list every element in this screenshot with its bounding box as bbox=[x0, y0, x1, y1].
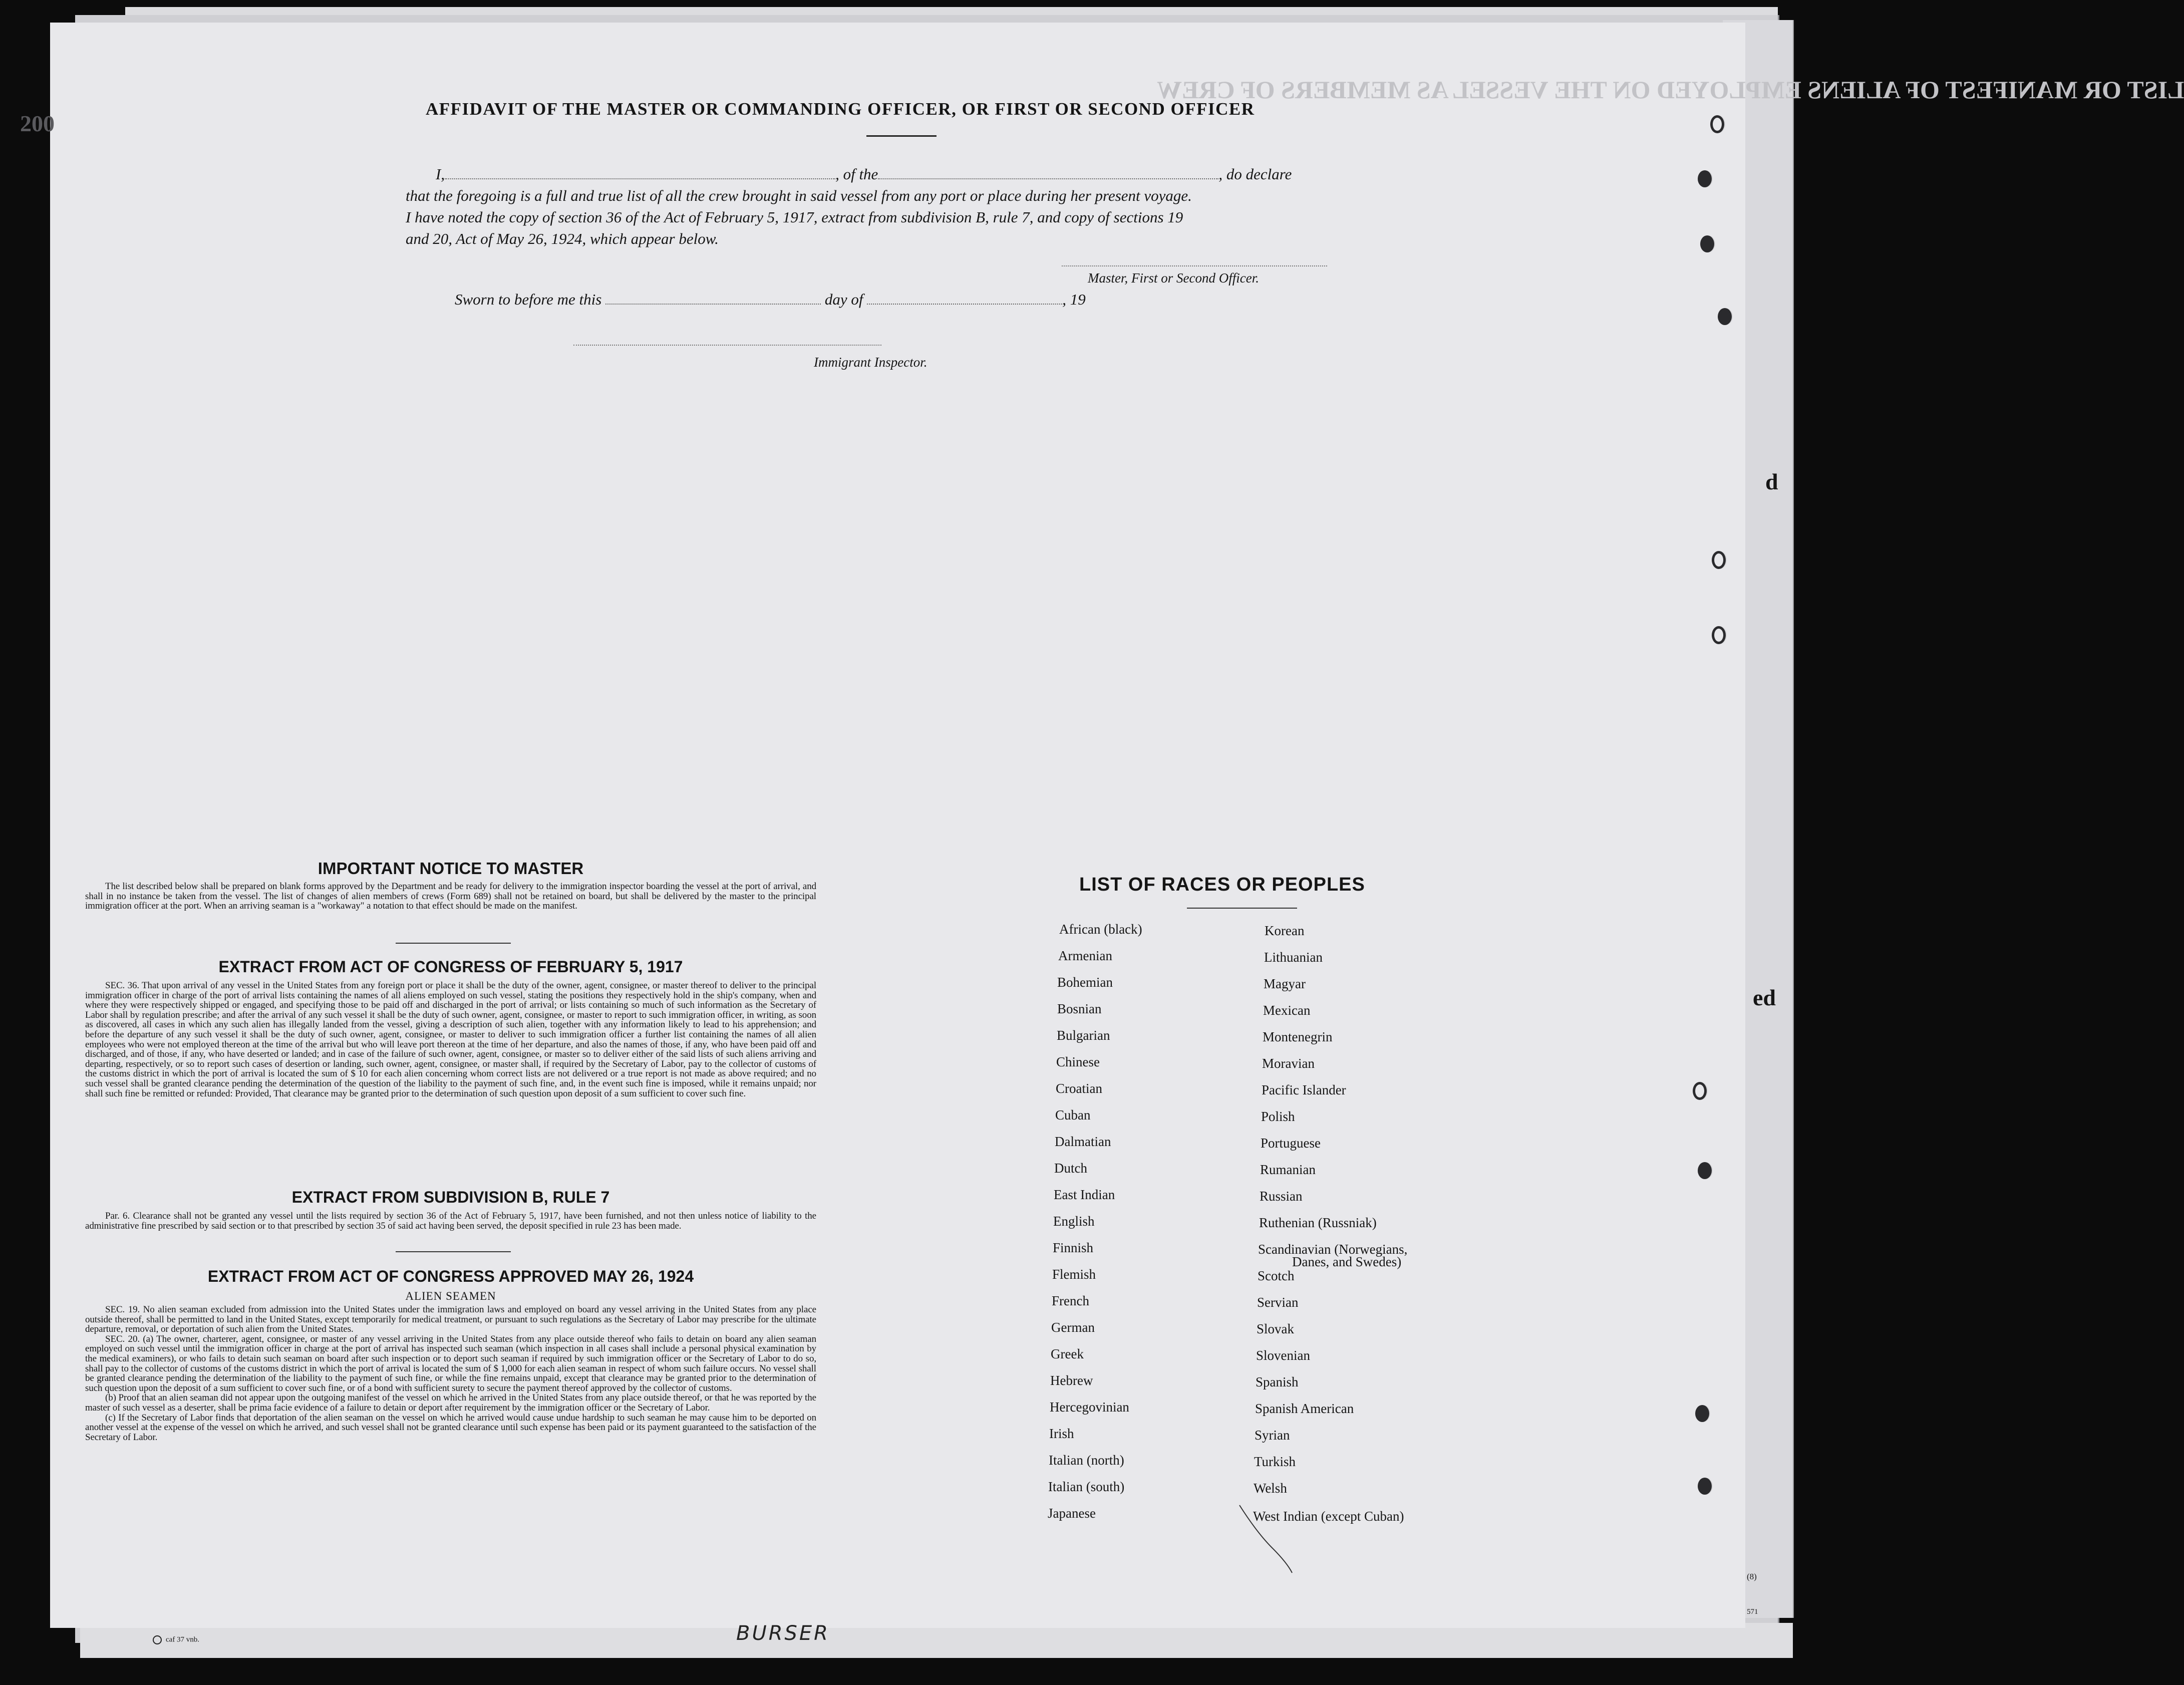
race-item: Bulgarian bbox=[1057, 1028, 1110, 1043]
day-of-label: day of bbox=[824, 291, 863, 308]
alien-seamen-subtitle: ALIEN SEAMEN bbox=[405, 1290, 496, 1302]
race-item: Croatian bbox=[1056, 1081, 1102, 1096]
binder-hole bbox=[1718, 308, 1732, 325]
sworn-month-blank[interactable] bbox=[867, 304, 1062, 305]
affidavit-title: AFFIDAVIT OF THE MASTER OR COMMANDING OFFICER, OR FIRST OR SECOND OFFICER bbox=[426, 99, 1255, 119]
race-item: Bosnian bbox=[1057, 1001, 1102, 1016]
race-item: Japanese bbox=[1048, 1506, 1096, 1521]
rule-7-body bbox=[85, 1211, 816, 1231]
form-code bbox=[153, 1635, 199, 1644]
sec-20a-paragraph: SEC. 20. (a) The owner, charterer, agent, consignee, or master of any vessel arriving in the United States from any place outside thereof who fails to detain on board any alien seaman employed on such vessel until the immigration officer in charge at the port of arrival has inspected such seaman (which inspection in all cases shall include a personal physical examination by the medical examiners), or who fails to detain such seaman on board after such inspection or to deport such seaman if required by such immigration officer or the Secretary of Labor to do so, shall pay to the collector of customs of the customs district in which the port of arrival is located the sum of $ 1,000 for each alien seaman in respect of whom such failure occurs. No vessel shall be granted clearance pending the determination of the liability to the payment of such fine, or while the fine remains unpaid, except that clearance may be granted prior to the determination of such question upon the deposit of a sum sufficient to cover such fine, or of a bond with sufficient surety to secure the payment thereof approved by the collector of customs. bbox=[85, 1333, 816, 1393]
bleed-through-title: LIST OR MANIFEST OF ALIENS EMPLOYED ON THE VESSEL AS MEMBERS OF CREW bbox=[1157, 76, 2184, 104]
master-label: Master, First or Second Officer. bbox=[1088, 270, 1259, 286]
binder-hole bbox=[1710, 115, 1724, 133]
sec-20b-paragraph: (b) Proof that an alien seaman did not appear upon the outgoing manifest of the vessel on which he arrived in the United States from any place outside thereof, or that he was reported by the master of such vessel as a deserter, shall be prima facie evidence of a failure to detain or deport after requirement by the immigration officer or the Secretary of Labor. bbox=[85, 1392, 816, 1413]
race-item: West Indian (except Cuban) bbox=[1253, 1509, 1404, 1524]
rule-7-title: EXTRACT FROM SUBDIVISION B, RULE 7 bbox=[291, 1188, 610, 1206]
notice-body bbox=[85, 882, 816, 911]
race-item: Russian bbox=[1260, 1189, 1303, 1204]
race-item-continued: Danes, and Swedes) bbox=[1292, 1254, 1402, 1269]
race-item: Polish bbox=[1261, 1109, 1295, 1124]
binder-hole bbox=[1693, 1082, 1707, 1100]
notice-paragraph: The list described below shall be prepared on blank forms approved by the Department and be ready for delivery to the immigration inspector boarding the vessel at the port of arrival, and shall in no instance be taken from the vessel. The list of changes of alien members of crews (Form 689) shall not be retained on board, but shall be delivered by the master to the principal immigration officer at the port. When an arriving seaman is a "workaway" a notation to that effect should be made on the manifest. bbox=[85, 881, 816, 912]
race-item: Greek bbox=[1051, 1346, 1084, 1361]
race-item: Irish bbox=[1049, 1426, 1074, 1441]
race-item: Pacific Islander bbox=[1262, 1082, 1346, 1097]
race-item: Welsh bbox=[1254, 1481, 1287, 1496]
inspector-label: Immigrant Inspector. bbox=[814, 355, 927, 370]
race-item: Lithuanian bbox=[1264, 950, 1323, 965]
edge-text-fragment: d bbox=[1765, 469, 1778, 494]
do-declare-label: , do declare bbox=[1218, 165, 1292, 183]
sworn-label: Sworn to before me this bbox=[455, 291, 602, 308]
binder-hole bbox=[1712, 626, 1726, 644]
binder-hole bbox=[1700, 235, 1714, 252]
extract-1917-body bbox=[85, 981, 816, 1098]
sec-20c-paragraph: (c) If the Secretary of Labor finds that deportation of the alien seaman on the vessel on which he arrived would cause undue hardship to such seaman he may cause him to be deported on another vessel at the expense of the vessel on which he arrived, and such vessel shall not be granted clearance until such expense has been paid or its payment guaranteed to the satisfaction of the Secretary of Labor. bbox=[85, 1412, 816, 1443]
vessel-blank[interactable] bbox=[878, 178, 1218, 179]
race-item: Servian bbox=[1257, 1295, 1299, 1310]
of-the-label: , of the bbox=[835, 165, 878, 183]
extract-1917-title: EXTRACT FROM ACT OF CONGRESS OF FEBRUARY 5, 1917 bbox=[218, 958, 683, 976]
race-item: Spanish American bbox=[1255, 1401, 1354, 1416]
race-item: Hercegovinian bbox=[1050, 1399, 1129, 1415]
extract-1924-body bbox=[85, 1305, 816, 1442]
par-6-paragraph: Par. 6. Clearance shall not be granted any vessel until the lists required by section 36 of the Act of February 5, 1917, have been furnished, and not then unless notice of liability to the administrative fine prescribed by said section or to that prescribed by section 35 of said act having been served, the deposit specified in rule 23 has been made. bbox=[85, 1211, 816, 1231]
master-signature-line[interactable] bbox=[1062, 265, 1327, 266]
race-item: French bbox=[1052, 1293, 1089, 1308]
race-item: Turkish bbox=[1254, 1454, 1296, 1469]
handwritten-name: BURSER bbox=[736, 1622, 830, 1645]
notice-title: IMPORTANT NOTICE TO MASTER bbox=[318, 859, 584, 878]
races-divider bbox=[1187, 908, 1297, 909]
affidavit-line-1 bbox=[436, 165, 1292, 183]
sworn-line bbox=[455, 291, 1086, 309]
race-item: Scandinavian (Norwegians, bbox=[1258, 1242, 1408, 1257]
race-item: Italian (south) bbox=[1048, 1479, 1125, 1494]
form-code-text: caf 37 vnb. bbox=[166, 1635, 200, 1644]
sec-36-paragraph: SEC. 36. That upon arrival of any vessel in the United States from any foreign port or place it shall be the duty of the owner, agent, consignee, or master thereof to deliver to the principal immigration officer in charge of the port of arrival lists containing the names of all aliens employed on such vessel, stating the positions they respectively hold in the ship's company, when and where they were respectively shipped or engaged, and specifying those to be paid off and discharged in the port of arrival; or lists containing so much of such information as the Secretary of Labor shall by regulation prescribe; and after the arrival of any such vessel it shall be the duty of such owner, agent, consignee, or master to report to such immigration officer, in writing, as soon as discovered, all cases in which any such alien has illegally landed from the vessel, giving a description of such alien, together with any information likely to lead to his apprehension; and before the departure of any such vessel it shall be the duty of such owner, agent, consignee, or master to deliver to such immigration officer a further list containing the names of all alien employees who were not employed thereon at the time of the arrival but who will leave port thereon at the time of her departure, and also the names of those, if any, who have been paid off and discharged, and of those, if any, who have deserted or landed; and in case of the failure of such owner, agent, consignee, or master so to deliver either of the said lists of such aliens arriving and departing, respectively, or so to report such cases of desertion or landing, such owner, agent, consignee, or master shall, if required by the Secretary of Labor, pay to the collector of customs of the customs district in which the port of arrival is located the sum of $ 10 for each alien concerning whom correct lists are not delivered or a true report is not made as above required; and no such vessel shall be granted clearance pending the determination of the question of the liability to the payment of such fine, and, in the event such fine is imposed, while it remains unpaid; nor shall such fine be remitted or refunded: Provided, That clearance may be granted prior to the determination of such question upon deposit of a sum sufficient to cover such fine. bbox=[85, 980, 816, 1099]
sworn-day-blank[interactable] bbox=[605, 304, 821, 305]
title-divider bbox=[866, 135, 937, 137]
year-label: , 19 bbox=[1062, 291, 1086, 308]
race-item: Cuban bbox=[1055, 1107, 1091, 1122]
edge-text-fragment: ed bbox=[1753, 985, 1776, 1010]
corner-number: 571 bbox=[1747, 1608, 1758, 1616]
binder-hole bbox=[1712, 551, 1726, 569]
race-item: Italian (north) bbox=[1049, 1453, 1124, 1468]
printer-seal-icon bbox=[153, 1635, 162, 1644]
race-item: Magyar bbox=[1264, 976, 1306, 991]
affidavit-line-4: and 20, Act of May 26, 1924, which appear below. bbox=[406, 230, 719, 247]
extract-1924-title: EXTRACT FROM ACT OF CONGRESS APPROVED MAY 26, 1924 bbox=[207, 1267, 694, 1285]
page-marker: (8) bbox=[1747, 1572, 1757, 1581]
affidavit-line-2: that the foregoing is a full and true list of all the crew brought in said vessel from any port or place during her present voyage. bbox=[406, 187, 1192, 204]
section-divider bbox=[396, 943, 511, 944]
inspector-signature-line[interactable] bbox=[573, 345, 881, 346]
race-item: Dalmatian bbox=[1055, 1134, 1111, 1149]
race-item: Slovenian bbox=[1256, 1348, 1310, 1363]
binder-hole bbox=[1698, 1162, 1712, 1179]
binder-hole bbox=[1698, 1478, 1712, 1495]
race-item: Flemish bbox=[1052, 1267, 1096, 1282]
race-item: Korean bbox=[1265, 923, 1305, 938]
affidavit-line-3: I have noted the copy of section 36 of the Act of February 5, 1917, extract from subdivision B, rule 7, and copy of sections 19 bbox=[406, 208, 1183, 226]
race-item: Bohemian bbox=[1057, 975, 1113, 990]
race-item: East Indian bbox=[1054, 1187, 1115, 1202]
race-item: Scotch bbox=[1258, 1268, 1295, 1283]
race-item: Finnish bbox=[1053, 1240, 1094, 1255]
background-sheet-bottom bbox=[80, 1623, 1793, 1658]
race-item: Syrian bbox=[1255, 1428, 1290, 1443]
i-label: I, bbox=[436, 165, 445, 183]
top-corner-number: 200 bbox=[20, 111, 55, 136]
pen-stroke bbox=[1237, 1503, 1297, 1578]
race-item: Armenian bbox=[1058, 948, 1112, 963]
race-item: Portuguese bbox=[1261, 1136, 1321, 1151]
binder-hole bbox=[1698, 170, 1712, 187]
race-item: Rumanian bbox=[1260, 1162, 1316, 1177]
race-item: Hebrew bbox=[1050, 1373, 1093, 1388]
binder-hole bbox=[1695, 1405, 1709, 1422]
race-item: English bbox=[1053, 1214, 1095, 1229]
race-item: Spanish bbox=[1256, 1374, 1299, 1389]
sec-19-paragraph: SEC. 19. No alien seaman excluded from admission into the United States under the immigration laws and employed on board any vessel arriving in the United States from any place outside thereof, shall be permitted to land in the United States, except temporarily for medical treatment, or pursuant to such regulations as the Secretary of Labor may prescribe for the ultimate departure, removal, or deportation of such alien from the United States. bbox=[85, 1304, 816, 1335]
race-item: African (black) bbox=[1059, 922, 1142, 937]
race-item: Chinese bbox=[1056, 1054, 1100, 1069]
race-item: German bbox=[1051, 1320, 1095, 1335]
name-blank[interactable] bbox=[445, 178, 835, 179]
race-item: Moravian bbox=[1262, 1056, 1315, 1071]
races-title: LIST OF RACES OR PEOPLES bbox=[1079, 874, 1365, 895]
race-item: Mexican bbox=[1263, 1003, 1311, 1018]
race-item: Ruthenian (Russniak) bbox=[1259, 1215, 1377, 1230]
race-item: Montenegrin bbox=[1263, 1029, 1333, 1044]
race-item: Slovak bbox=[1257, 1321, 1295, 1336]
section-divider bbox=[396, 1251, 511, 1252]
race-item: Dutch bbox=[1054, 1161, 1087, 1176]
